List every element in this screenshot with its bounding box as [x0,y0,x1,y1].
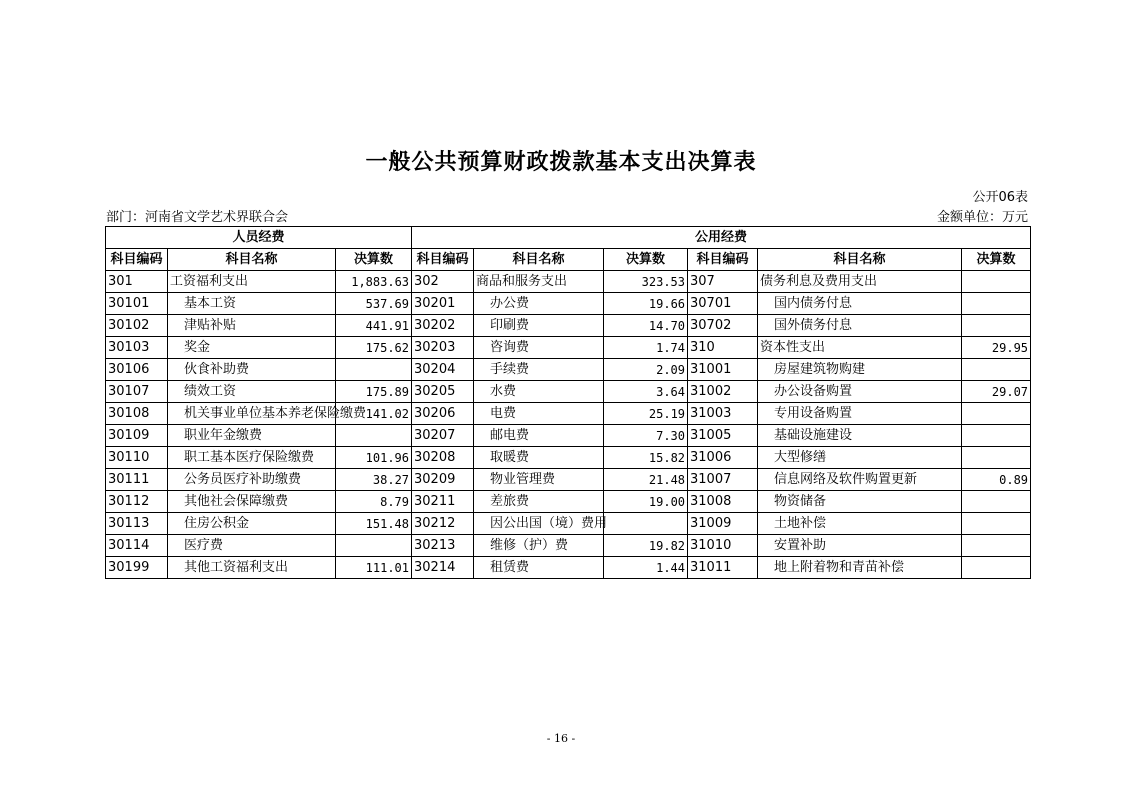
cell-name: 办公费 [474,293,604,315]
cell-amount: 21.48 [604,469,688,491]
table-row [106,557,1031,579]
group-public: 公用经费 [412,227,1031,249]
table-row [106,293,1031,315]
cell-name: 专用设备购置 [758,403,962,425]
cell-name: 绩效工资 [168,381,336,403]
cell-code: 31006 [688,447,758,469]
cell-code: 31001 [688,359,758,381]
cell-amount: 0.89 [962,469,1031,491]
cell-amount: 1.74 [604,337,688,359]
col-code: 科目编码 [412,249,474,271]
page-title: 一般公共预算财政拨款基本支出决算表 [365,149,757,175]
col-name: 科目名称 [758,249,962,271]
cell-amount: 1,883.63 [336,271,412,293]
cell-code: 30203 [412,337,474,359]
page-number: - 16 - [546,732,576,745]
cell-code: 30208 [412,447,474,469]
cell-code: 30103 [106,337,168,359]
cell-name: 手续费 [474,359,604,381]
expenditure-table [105,226,1031,579]
cell-name: 安置补助 [758,535,962,557]
cell-name: 商品和服务支出 [474,271,604,293]
cell-name: 基本工资 [168,293,336,315]
cell-amount: 2.09 [604,359,688,381]
cell-code: 31005 [688,425,758,447]
cell-amount [962,513,1031,535]
cell-name: 邮电费 [474,425,604,447]
cell-name: 津贴补贴 [168,315,336,337]
cell-name: 维修（护）费 [474,535,604,557]
cell-name: 租赁费 [474,557,604,579]
cell-amount: 101.96 [336,447,412,469]
cell-name: 国内债务付息 [758,293,962,315]
cell-name: 工资福利支出 [168,271,336,293]
cell-code: 30702 [688,315,758,337]
table-row [106,469,1031,491]
cell-code: 31002 [688,381,758,403]
department-label: 部门：河南省文学艺术界联合会 [106,210,289,225]
col-code: 科目编码 [688,249,758,271]
cell-amount: 19.00 [604,491,688,513]
cell-code: 31007 [688,469,758,491]
cell-name: 差旅费 [474,491,604,513]
cell-code: 30204 [412,359,474,381]
cell-code: 310 [688,337,758,359]
cell-amount: 14.70 [604,315,688,337]
cell-name: 奖金 [168,337,336,359]
cell-amount: 19.82 [604,535,688,557]
cell-amount: 141.02 [336,403,412,425]
cell-amount: 323.53 [604,271,688,293]
cell-name: 办公设备购置 [758,381,962,403]
cell-code: 30213 [412,535,474,557]
cell-amount: 441.91 [336,315,412,337]
cell-name: 基础设施建设 [758,425,962,447]
cell-name: 信息网络及软件购置更新 [758,469,962,491]
cell-amount: 7.30 [604,425,688,447]
table-row [106,359,1031,381]
cell-name: 物资储备 [758,491,962,513]
col-amount: 决算数 [336,249,412,271]
cell-name: 医疗费 [168,535,336,557]
cell-code: 301 [106,271,168,293]
cell-name: 其他工资福利支出 [168,557,336,579]
cell-name: 因公出国（境）费用 [474,513,604,535]
cell-amount: 111.01 [336,557,412,579]
cell-code: 30205 [412,381,474,403]
table-row [106,425,1031,447]
cell-code: 30209 [412,469,474,491]
cell-name: 其他社会保障缴费 [168,491,336,513]
col-amount: 决算数 [962,249,1031,271]
cell-code: 307 [688,271,758,293]
table-row [106,491,1031,513]
cell-amount: 19.66 [604,293,688,315]
cell-amount [962,425,1031,447]
table-row [106,337,1031,359]
cell-code: 31003 [688,403,758,425]
table-row [106,315,1031,337]
group-personnel: 人员经费 [106,227,412,249]
cell-code: 30202 [412,315,474,337]
col-amount: 决算数 [604,249,688,271]
cell-name: 公务员医疗补助缴费 [168,469,336,491]
cell-code: 31011 [688,557,758,579]
cell-code: 30701 [688,293,758,315]
cell-amount [336,425,412,447]
table-row [106,535,1031,557]
cell-name: 房屋建筑物购建 [758,359,962,381]
cell-code: 30199 [106,557,168,579]
cell-name: 住房公积金 [168,513,336,535]
cell-amount: 29.07 [962,381,1031,403]
cell-amount: 8.79 [336,491,412,513]
cell-name: 物业管理费 [474,469,604,491]
col-name: 科目名称 [474,249,604,271]
cell-amount: 38.27 [336,469,412,491]
cell-amount [962,403,1031,425]
table-row [106,381,1031,403]
cell-name: 大型修缮 [758,447,962,469]
cell-amount: 29.95 [962,337,1031,359]
cell-code: 30110 [106,447,168,469]
cell-code: 31009 [688,513,758,535]
cell-amount [962,535,1031,557]
cell-name: 资本性支出 [758,337,962,359]
cell-code: 30201 [412,293,474,315]
cell-name: 职业年金缴费 [168,425,336,447]
cell-name: 机关事业单位基本养老保险缴费 [168,403,336,425]
cell-code: 30206 [412,403,474,425]
cell-amount: 25.19 [604,403,688,425]
cell-code: 31008 [688,491,758,513]
cell-code: 30111 [106,469,168,491]
cell-amount: 537.69 [336,293,412,315]
col-name: 科目名称 [168,249,336,271]
table-row [106,447,1031,469]
cell-code: 30113 [106,513,168,535]
cell-amount: 175.62 [336,337,412,359]
cell-code: 30212 [412,513,474,535]
col-code: 科目编码 [106,249,168,271]
cell-code: 30214 [412,557,474,579]
table-row [106,271,1031,293]
cell-name: 债务利息及费用支出 [758,271,962,293]
cell-amount: 1.44 [604,557,688,579]
cell-name: 水费 [474,381,604,403]
cell-code: 30112 [106,491,168,513]
cell-code: 31010 [688,535,758,557]
cell-code: 30114 [106,535,168,557]
cell-code: 30211 [412,491,474,513]
cell-name: 咨询费 [474,337,604,359]
cell-code: 30207 [412,425,474,447]
cell-amount [962,557,1031,579]
cell-name: 取暖费 [474,447,604,469]
cell-amount [962,359,1031,381]
table-row [106,513,1031,535]
cell-amount [336,535,412,557]
cell-amount [962,491,1031,513]
cell-name: 地上附着物和青苗补偿 [758,557,962,579]
cell-code: 30107 [106,381,168,403]
cell-amount [962,315,1031,337]
cell-amount [962,447,1031,469]
cell-amount: 3.64 [604,381,688,403]
cell-name: 职工基本医疗保险缴费 [168,447,336,469]
cell-amount [604,513,688,535]
cell-code: 30106 [106,359,168,381]
cell-name: 国外债务付息 [758,315,962,337]
cell-amount [962,271,1031,293]
cell-code: 30109 [106,425,168,447]
cell-code: 30102 [106,315,168,337]
cell-code: 302 [412,271,474,293]
cell-amount [336,359,412,381]
cell-code: 30101 [106,293,168,315]
unit-label: 金额单位：万元 [936,210,1028,225]
cell-name: 土地补偿 [758,513,962,535]
cell-name: 电费 [474,403,604,425]
cell-amount: 15.82 [604,447,688,469]
form-number: 公开06表 [972,190,1028,205]
cell-amount: 175.89 [336,381,412,403]
cell-name: 伙食补助费 [168,359,336,381]
table-row [106,403,1031,425]
cell-code: 30108 [106,403,168,425]
cell-amount: 151.48 [336,513,412,535]
cell-name: 印刷费 [474,315,604,337]
cell-amount [962,293,1031,315]
